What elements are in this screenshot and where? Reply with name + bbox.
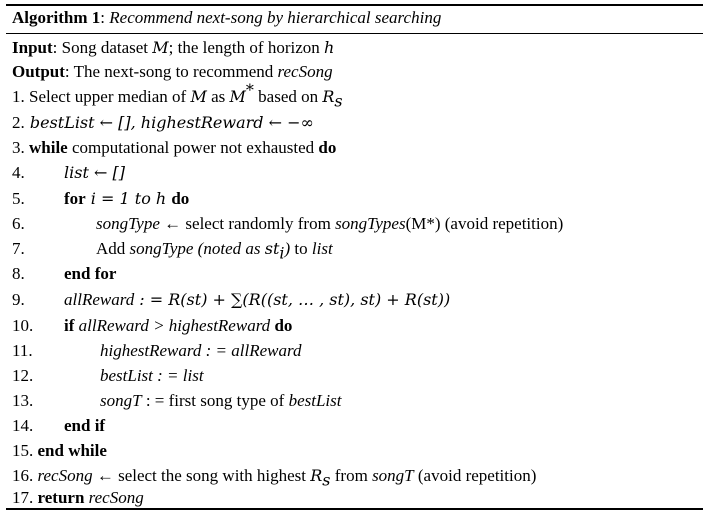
algo-line-14: 14. end if: [12, 416, 106, 435]
bottom-rule: [6, 508, 703, 510]
algo-line-5: 5. for i = 1 to h do: [12, 189, 190, 208]
algo-line-9: 9. allReward : = R(st) + ∑(R((st, … , st), st) + R(st)): [12, 290, 451, 309]
algo-line-13: 13. songT : = first song type of bestList: [12, 391, 342, 410]
algo-line-7: 7. Add songType (noted as $st_i$) to list: [12, 239, 333, 263]
caption-label: Algorithm 1: [12, 8, 101, 27]
algo-line-4: 4. list ← []: [12, 163, 125, 182]
algo-line-1: 1. Select upper median of M as M* based on $R_s$: [12, 80, 343, 111]
algo-line-3: 3. while computational power not exhausted do: [12, 138, 337, 157]
algo-line-11: 11. highestReward : = allReward: [12, 341, 302, 360]
caption-rule: [6, 33, 703, 34]
top-rule: [6, 4, 703, 6]
output-line: Output: The next-song to recommend recSong: [12, 62, 333, 81]
algo-line-2: 2. bestList ← [], highestReward ← −∞: [12, 113, 314, 132]
algo-line-12: 12. bestList : = list: [12, 366, 204, 385]
algorithm-caption: Algorithm 1: Recommend next-song by hierarchical searching: [12, 8, 442, 27]
input-line: Input: Song dataset M; the length of horizon h: [12, 38, 335, 57]
caption-title: Recommend next-song by hierarchical searching: [109, 8, 442, 27]
algo-line-8: 8. end for: [12, 264, 117, 283]
algo-line-16: 16. recSong ← select the song with highest $R_s$ from songT (avoid repetition): [12, 466, 537, 490]
algo-line-10: 10. if allReward > highestReward do: [12, 316, 293, 335]
algo-line-17: 17. return recSong: [12, 488, 144, 507]
algo-line-6: 6. songType ← select randomly from songTypes(M*) (avoid repetition): [12, 214, 564, 233]
algo-line-15: 15. end while: [12, 441, 107, 460]
